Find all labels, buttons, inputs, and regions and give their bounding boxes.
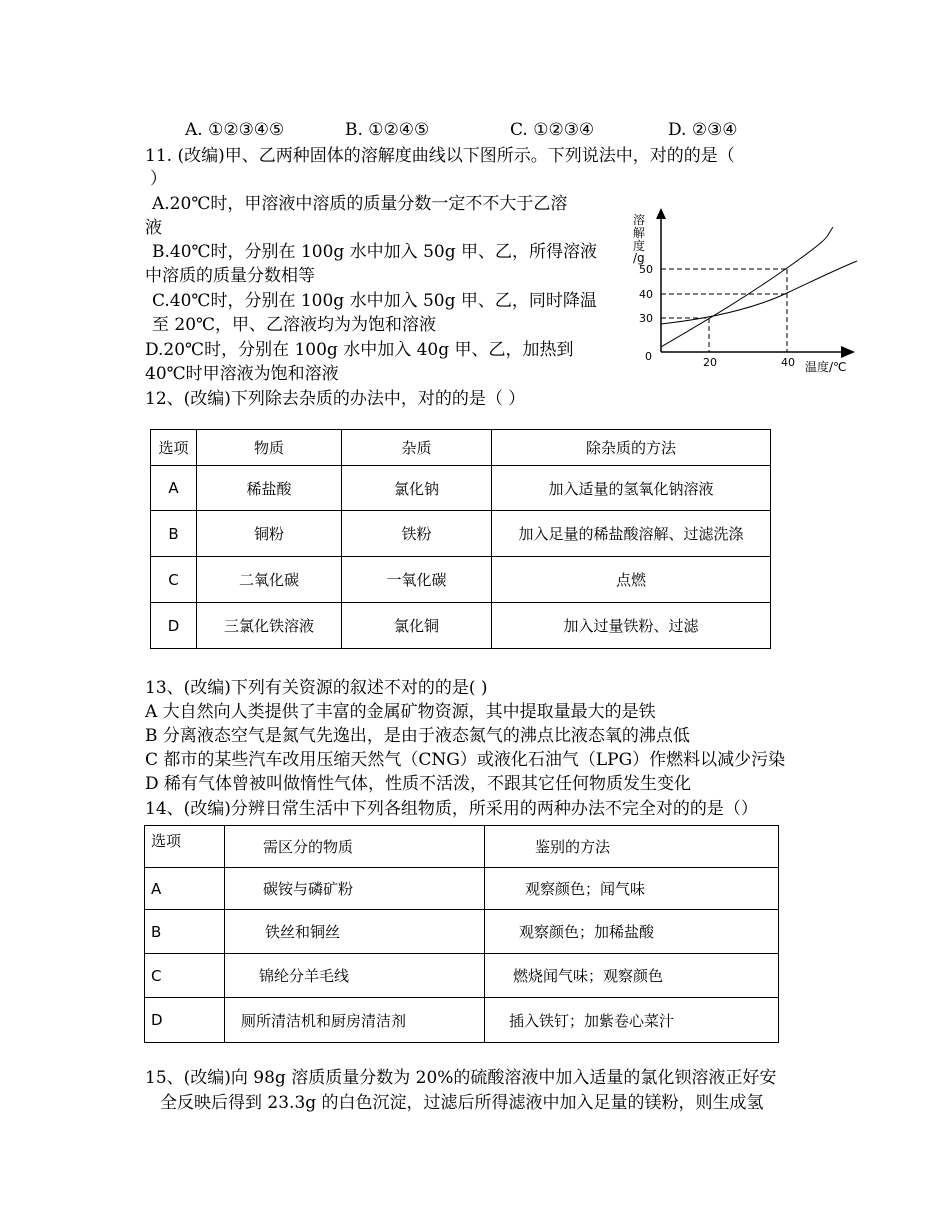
table-cell: 燃烧闻气味；观察颜色 xyxy=(485,954,779,998)
table-header-row xyxy=(151,430,771,466)
q13-option-d: D 稀有气体曾被叫做惰性气体，性质不活泼，不跟其它任何物质发生变化 xyxy=(145,774,692,794)
table-cell: 稀盐酸 xyxy=(197,466,342,511)
q11-stem-end: ） xyxy=(150,169,167,189)
q10-option-b: B. ①②④⑤ xyxy=(345,120,430,140)
header-cell: 选项 xyxy=(151,430,197,466)
q13-option-c: C 都市的某些汽车改用压缩天然气（CNG）或液化石油气（LPG）作燃料以减少污染 xyxy=(145,750,786,770)
table-row xyxy=(151,511,771,557)
table-cell: C xyxy=(151,557,197,603)
header-cell: 除杂质的方法 xyxy=(492,430,771,466)
y-label-char-3: 度 xyxy=(633,239,646,253)
solubility-graph xyxy=(625,200,865,380)
q10-option-a: A. ①②③④⑤ xyxy=(185,120,285,140)
table-cell: C xyxy=(145,954,225,998)
table-cell: 氯化铜 xyxy=(342,603,492,649)
header-cell: 杂质 xyxy=(342,430,492,466)
y-label-char-2: 解 xyxy=(633,226,646,240)
y-axis-arrow-icon xyxy=(656,208,666,219)
q11-option-a-cont: 液 xyxy=(145,218,162,238)
x-axis-label: 温度/℃ xyxy=(805,360,847,374)
table-cell: 碳铵与磷矿粉 xyxy=(225,868,485,910)
table-cell: 观察颜色；加稀盐酸 xyxy=(485,910,779,954)
header-cell: 选项 xyxy=(145,826,225,868)
q14-stem: 14、(改编)分辨日常生活中下列各组物质，所采用的两种办法不完全对的的是（） xyxy=(145,799,758,819)
q11-option-b: B.40℃时，分别在 100g 水中加入 50g 甲、乙，所得溶液 xyxy=(152,242,598,262)
x-tick-20: 20 xyxy=(703,356,717,369)
table-cell: 氯化钠 xyxy=(342,466,492,511)
curve-yi xyxy=(661,261,857,324)
header-cell: 物质 xyxy=(197,430,342,466)
table-cell: 铜粉 xyxy=(197,511,342,557)
table-row xyxy=(145,868,779,910)
table-cell: 三氯化铁溶液 xyxy=(197,603,342,649)
q15-line-1: 15、(改编)向 98g 溶质质量分数为 20%的硫酸溶液中加入适量的氯化钡溶液正好安 xyxy=(145,1068,777,1088)
q13-option-a: A 大自然向人类提供了丰富的金属矿物资源，其中提取量最大的是铁 xyxy=(145,702,656,722)
table-cell: 厕所清洁机和厨房清洁剂 xyxy=(225,998,485,1043)
q10-option-c: C. ①②③④ xyxy=(510,120,595,140)
q11-option-d: D.20℃时，分别在 100g 水中加入 40g 甲、乙，加热到 xyxy=(145,340,574,360)
table-cell: B xyxy=(145,910,225,954)
q11-option-b-cont: 中溶质的质量分数相等 xyxy=(145,266,315,286)
table-row xyxy=(151,557,771,603)
table-cell: 二氧化碳 xyxy=(197,557,342,603)
table-row xyxy=(145,954,779,998)
curve-jia xyxy=(661,227,833,347)
table-cell: 点燃 xyxy=(492,557,771,603)
y-tick-30: 30 xyxy=(639,312,653,325)
q13-stem: 13、(改编)下列有关资源的叙述不对的的是( ) xyxy=(145,678,488,698)
x-tick-40: 40 xyxy=(781,356,795,369)
table-row xyxy=(145,910,779,954)
y-tick-40: 40 xyxy=(639,288,653,301)
table-cell: B xyxy=(151,511,197,557)
table-cell: 铁粉 xyxy=(342,511,492,557)
table-cell: D xyxy=(151,603,197,649)
table-cell: 加入过量铁粉、过滤 xyxy=(492,603,771,649)
table-cell: 锦纶分羊毛线 xyxy=(225,954,485,998)
table-header-row xyxy=(145,826,779,868)
header-cell: 鉴别的方法 xyxy=(485,826,779,868)
table-cell: A xyxy=(151,466,197,511)
table-cell: 一氧化碳 xyxy=(342,557,492,603)
table-cell: 加入足量的稀盐酸溶解、过滤洗涤 xyxy=(492,511,771,557)
x-axis-arrow-icon xyxy=(841,346,855,358)
q11-option-c: C.40℃时，分别在 100g 水中加入 50g 甲、乙，同时降温 xyxy=(152,291,597,311)
q12-table xyxy=(150,429,771,649)
origin-label: 0 xyxy=(645,350,652,363)
y-axis-label xyxy=(633,212,645,265)
y-label-char-1: 溶 xyxy=(633,213,646,227)
table-cell: 观察颜色；闻气味 xyxy=(485,868,779,910)
table-cell: 插入铁钉；加紫卷心菜汁 xyxy=(485,998,779,1043)
header-cell: 需区分的物质 xyxy=(225,826,485,868)
table-cell: D xyxy=(145,998,225,1043)
y-label-char-4: /g xyxy=(633,251,645,265)
table-cell: 铁丝和铜丝 xyxy=(225,910,485,954)
table-row xyxy=(145,998,779,1043)
q13-option-b: B 分离液态空气是氮气先逸出，是由于液态氮气的沸点比液态氧的沸点低 xyxy=(145,726,690,746)
q11-option-d-cont: 40℃时甲溶液为饱和溶液 xyxy=(145,364,339,384)
table-cell: A xyxy=(145,868,225,910)
q12-stem: 12、(改编)下列除去杂质的办法中，对的的是（ ） xyxy=(145,389,526,409)
table-row xyxy=(151,603,771,649)
q11-option-c-cont: 至 20℃，甲、乙溶液均为为饱和溶液 xyxy=(152,315,437,335)
q11-option-a: A.20℃时，甲溶液中溶质的质量分数一定不不大于乙溶 xyxy=(152,194,568,214)
q15-line-2: 全反映后得到 23.3g 的白色沉淀，过滤后所得滤液中加入足量的镁粉，则生成氢 xyxy=(160,1093,764,1113)
q10-option-d: D. ②③④ xyxy=(668,120,738,140)
table-cell: 加入适量的氢氧化钠溶液 xyxy=(492,466,771,511)
table-row xyxy=(151,466,771,511)
y-tick-50: 50 xyxy=(639,263,653,276)
q14-table xyxy=(144,825,779,1043)
q11-stem: 11. (改编)甲、乙两种固体的溶解度曲线以下图所示。下列说法中，对的的是（ xyxy=(145,146,735,166)
